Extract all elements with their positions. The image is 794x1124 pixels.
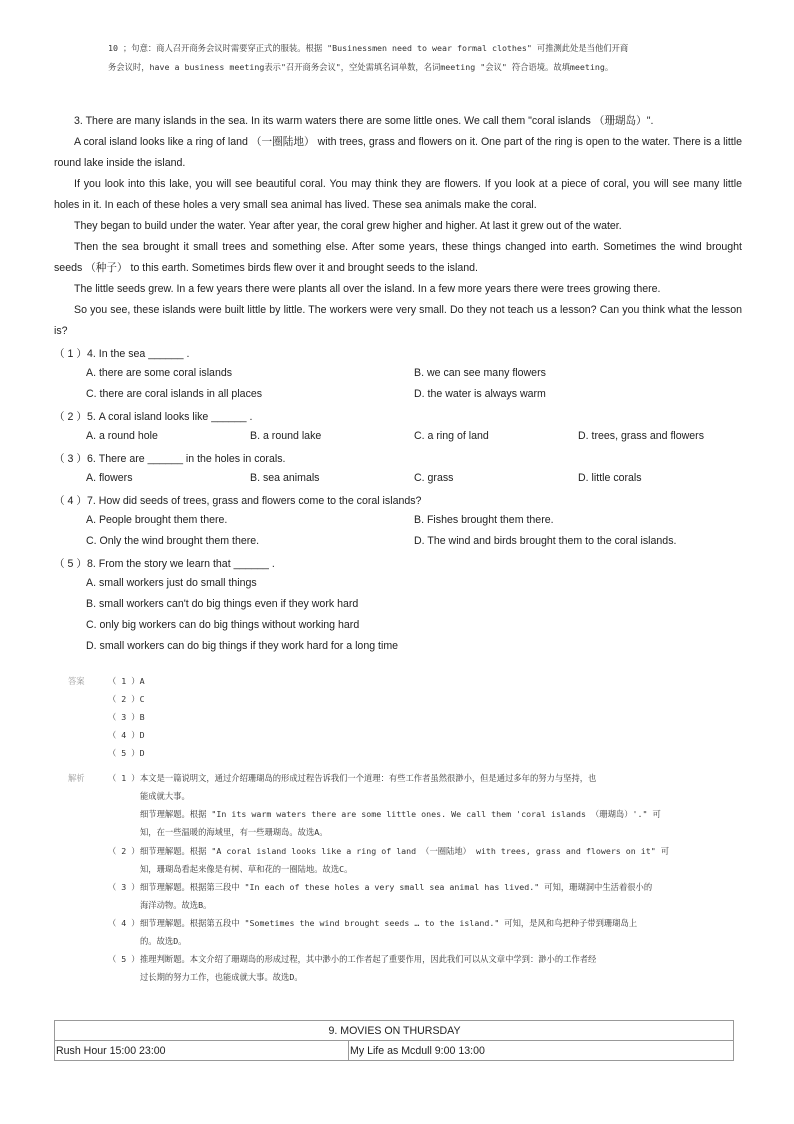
option-1c[interactable]: C. there are coral islands in all places [86,388,263,400]
analysis-1-line: 知，在一些温暖的海域里，有一些珊瑚岛。故选A。 [140,827,328,837]
question-stem: 5. A coral island looks like ______ . [86,411,253,423]
option-3c[interactable]: C. grass [414,472,454,484]
analysis-1-line: 本文是一篇说明文，通过介绍珊瑚岛的形成过程告诉我们一个道理：有些工作者虽然很渺小，但是通过多年的努力与坚持，也 [140,773,597,783]
question-number: （ 4 ） [54,495,87,507]
passage-p3: If you look into this lake, you will see beautiful coral. You may think they are flowers. If you look at a piece of coral, you will see many little holes in it. In each of these holes a very small sea animal has lived. These sea animals make the coral. [54,178,742,211]
analysis-4-num: （ 4 ） [108,918,140,928]
question-number: （ 2 ） [54,411,87,423]
note-line-2: 务会议时，have a business meeting表示"召开商务会议"，空处需填名词单数，名词meeting "会议" 符合语境。故填meeting。 [108,62,614,72]
option-3b[interactable]: B. sea animals [250,472,320,484]
option-1d[interactable]: D. the water is always warm [414,388,546,400]
analysis-1-num: （ 1 ） [108,773,140,783]
answer-label: 答案 [68,676,85,686]
note-line-1: 10 ；句意：商人召开商务会议时需要穿正式的服装。根据 "Businessmen need to wear formal clothes" 可推测此处是当他们开商 [108,43,629,53]
answer-5: （ 5 ）D [108,748,145,758]
analysis-2-line: 知，珊瑚岛看起来像是有树、草和花的一圈陆地。故选C。 [140,864,353,874]
analysis-5-line: 推理判断题。本文介绍了珊瑚岛的形成过程，其中渺小的工作者起了重要作用，因此我们可以从文章中学到：渺小的工作者经 [140,954,597,964]
analysis-1-line: 细节理解题。根据 "In its warm waters there are some little ones. We call them 'coral islands （珊瑚岛）'." 可 [140,809,661,819]
analysis-4-line: 细节理解题。根据第五段中 "Sometimes the wind brought seeds … to the island." 可知，是风和鸟把种子带到珊瑚岛上 [140,918,638,928]
passage-p7: So you see, these islands were built little by little. The workers were very small. Do they not teach us a lesson? Can you think what the lesson is? [54,304,742,337]
answer-4: （ 4 ）D [108,730,145,740]
option-4d[interactable]: D. The wind and birds brought them to the coral islands. [414,535,677,547]
question-3 [54,451,285,466]
option-5c[interactable]: C. only big workers can do big things without working hard [86,619,360,631]
analysis-2-line: 细节理解题。根据 "A coral island looks like a ring of land （一圈陆地） with trees, grass and flowers on it" 可 [140,846,670,856]
option-5a[interactable]: A. small workers just do small things [86,577,257,589]
passage-p6: The little seeds grew. In a few years there were plants all over the island. In a few more years there were trees growing there. [74,283,661,295]
option-2d[interactable]: D. trees, grass and flowers [578,430,704,442]
passage-p1: 3. There are many islands in the sea. In its warm waters there are some little ones. We call them "coral islands （珊瑚岛）". [74,115,654,127]
movies-table [54,1020,734,1061]
analysis-4-line: 的。故选D。 [140,936,187,946]
option-3d[interactable]: D. little corals [578,472,642,484]
option-3a[interactable]: A. flowers [86,472,133,484]
question-number: （ 3 ） [54,453,87,465]
question-2 [54,409,252,424]
analysis-5-num: （ 5 ） [108,954,140,964]
movies-table-title: 9. MOVIES ON THURSDAY [55,1021,734,1041]
answer-3: （ 3 ）B [108,712,145,722]
question-stem: 8. From the story we learn that ______ . [86,558,275,570]
analysis-3-num: （ 3 ） [108,882,140,892]
option-4c[interactable]: C. Only the wind brought them there. [86,535,260,547]
question-1 [54,346,189,361]
passage-p2: A coral island looks like a ring of land （一圈陆地） with trees, grass and flowers on it. One part of the ring is open to the water. There is a little round lake inside the island. [54,136,742,169]
option-1b[interactable]: B. we can see many flowers [414,367,546,379]
question-stem: 7. How did seeds of trees, grass and flowers come to the coral islands? [86,495,422,507]
question-stem: 4. In the sea ______ . [86,348,190,360]
option-2b[interactable]: B. a round lake [250,430,322,442]
answer-2: （ 2 ）C [108,694,145,704]
passage [54,111,742,342]
movies-table-cell-right: My Life as Mcdull 9:00 13:00 [349,1041,734,1061]
analysis-3-line: 海洋动物。故选B。 [140,900,212,910]
analysis-3-line: 细节理解题。根据第三段中 "In each of these holes a very small sea animal has lived." 可知，珊瑚洞中生活着很小的 [140,882,653,892]
answer-1: （ 1 ）A [108,676,145,686]
movies-table-cell-left: Rush Hour 15:00 23:00 [55,1041,349,1061]
option-1a[interactable]: A. there are some coral islands [86,367,233,379]
analysis-5-line: 过长期的努力工作，也能成就大事。故选D。 [140,972,303,982]
question-stem: 6. There are ______ in the holes in corals. [86,453,286,465]
question-number: （ 1 ） [54,348,87,360]
passage-p4: They began to build under the water. Year after year, the coral grew higher and higher. At last it grew out of the water. [74,220,622,232]
passage-p5: Then the sea brought it small trees and something else. After some years, these things changed into earth. Sometimes the wind brought seeds （种子） to this earth. Sometimes birds flew over it and brought seeds to the island. [54,241,742,274]
analysis-1-line: 能成就大事。 [140,791,190,801]
analysis-label: 解析 [68,773,85,783]
question-5 [54,556,275,571]
analysis-2-num: （ 2 ） [108,846,140,856]
option-2c[interactable]: C. a ring of land [414,430,489,442]
question-number: （ 5 ） [54,558,87,570]
option-4a[interactable]: A. People brought them there. [86,514,228,526]
question-4 [54,493,421,508]
option-5d[interactable]: D. small workers can do big things if they work hard for a long time [86,640,399,652]
option-2a[interactable]: A. a round hole [86,430,158,442]
option-4b[interactable]: B. Fishes brought them there. [414,514,554,526]
option-5b[interactable]: B. small workers can't do big things even if they work hard [86,598,359,610]
